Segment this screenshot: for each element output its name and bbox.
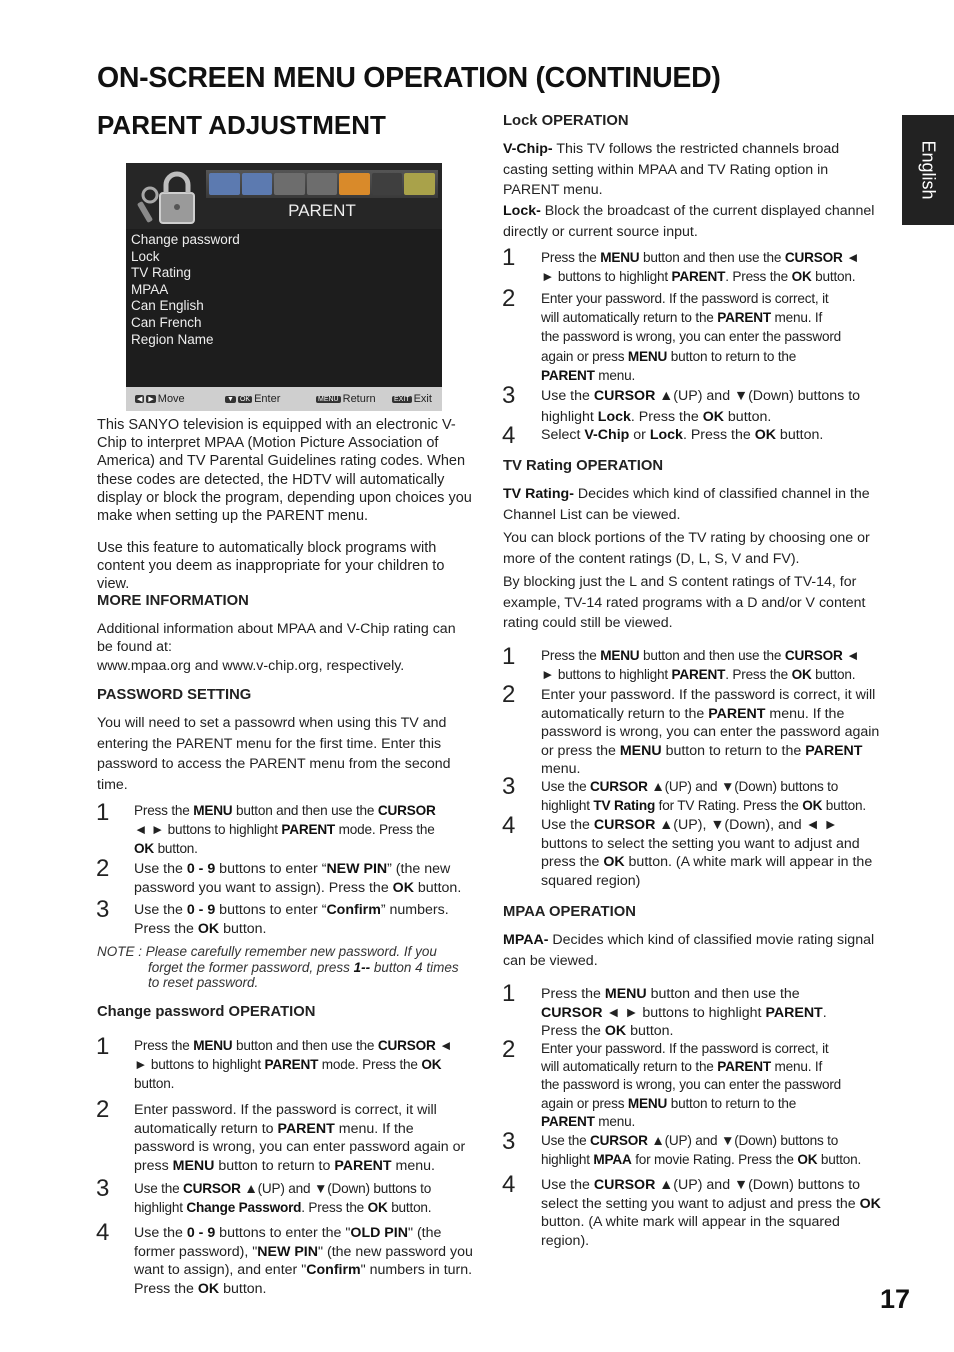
mpaa-desc: Decides which kind of classified movie rating signal can be viewed. [503,932,875,969]
down-arrow-icon: ▼ [227,396,234,403]
lk-step-1-number: 1 [502,244,516,271]
pw-step-3-text: Use the 0 - 9 buttons to enter “Confirm” numbers. Press the OK button. [134,902,449,937]
mp-step-3-number: 3 [502,1128,516,1155]
tr-step-1-number: 1 [502,643,516,670]
tr-step-2-text: Enter your password. If the password is correct, it will automatically return to the PARENT menu. If the password is wrong, you can enter the password again or press the MENU button to return to the PARENT menu. [541,687,880,777]
lk-step-4-text: Select V-Chip or Lock. Press the OK button. [541,427,824,443]
menu-items [131,232,240,348]
lock-heading: Lock OPERATION [503,113,629,129]
menu-item-can-english: Can English [131,298,204,314]
cp-step-4-number: 4 [96,1219,110,1246]
mp-step-4-text: Use the CURSOR ▲(UP) and ▼(Down) buttons to select the setting you want to adjust and press the OK button. (A white mark will appear in the squared region). [541,1177,881,1249]
mp-step-3-text: Use the CURSOR ▲(UP) and ▼(Down) buttons to highlight MPAA for movie Rating. Press the OK button. [541,1133,862,1168]
lock-lock-text [503,201,875,242]
mp-step-1-number: 1 [502,980,516,1007]
section-title: PARENT ADJUSTMENT [97,110,386,140]
mp-step-1-text: Press the MENU button and then use the CURSOR ◄ ► buttons to highlight PARENT. Press the OK button. [541,986,827,1039]
tv-rating-desc: Decides which kind of classified channel in the Channel List can be viewed. [503,486,870,523]
tv-rating-label: TV Rating- [503,486,574,502]
menu-footer [126,387,442,411]
cp-step-1-number: 1 [96,1033,110,1060]
menu-item-mpaa: MPAA [131,281,169,297]
menu-item-can-french: Can French [131,314,202,330]
footer-move [135,393,185,405]
mp-step-2-number: 2 [502,1036,516,1063]
parent-menu-screenshot [126,163,442,411]
tr-step-4-text: Use the CURSOR ▲(UP), ▼(Down), and ◄ ► buttons to select the setting you want to adjust and press the OK button. (A white mark will appear in the squared region) [541,817,873,889]
menu-topbar [126,163,442,229]
lk-step-1-text: Press the MENU button and then use the CURSOR ◄ ► buttons to highlight PARENT. Press the OK button. [541,250,860,285]
lk-step-2-number: 2 [502,285,516,312]
menu-item-change-password: Change password [131,232,240,247]
menu-item-region-name: Region Name [131,331,214,347]
lk-step-3-text: Use the CURSOR ▲(UP) and ▼(Down) buttons to highlight Lock. Press the OK button. [541,388,861,425]
more-info-heading: MORE INFORMATION [97,593,249,609]
audio-icon [274,173,305,195]
tv-rating-heading: TV Rating OPERATION [503,458,664,474]
lock-label: Lock- [503,203,541,219]
pw-step-1-number: 1 [96,799,110,826]
pw-step-1-text: Press the MENU button and then use the CURSOR ◄ ► buttons to highlight PARENT mode. Press the OK button. [134,803,436,857]
password-note [97,944,477,991]
cp-step-2-number: 2 [96,1096,110,1123]
tr-step-1-text: Press the MENU button and then use the CURSOR ◄ ► buttons to highlight PARENT. Press the OK button. [541,648,860,683]
right-arrow-icon: ▶ [148,396,154,403]
footer-return-label: Return [342,393,376,405]
mp-step-2-text: Enter your password. If the password is correct, it will automatically return to the PARENT menu. If the password is wrong, you can enter the password again or press MENU button to return to the PARENT menu. [541,1041,842,1129]
lk-step-2-text: Enter your password. If the password is correct, it will automatically return to the PARENT menu. If the password is wrong, you can enter the password again or press MENU button to return to the PARENT menu. [541,291,842,383]
left-arrow-icon: ◀ [137,396,143,403]
setup-icon [307,173,338,195]
footer-move-label: Move [157,393,185,405]
page-title: ON-SCREEN MENU OPERATION (CONTINUED) [97,62,721,94]
screen-icon [242,173,273,195]
password-heading: PASSWORD SETTING [97,687,252,703]
password-text: You will need to set a passowrd when using this TV and entering the PARENT menu for the first time. Enter this password to access the PARENT menu from the second time. [97,715,451,793]
tr-step-2-number: 2 [502,681,516,708]
menu-key-icon: MENU [318,396,339,403]
intro-paragraph-2: Use this feature to automatically block programs with content you deem as inappropriate for your children to view. [97,540,445,593]
vchip-label: V-Chip- [503,141,553,157]
menu-title: PARENT [288,201,356,220]
language-tab [902,115,954,225]
menu-category-icons [206,170,438,198]
lk-step-4-number: 4 [502,422,516,449]
menu-item-tv-rating: TV Rating [131,265,192,281]
vchip-desc: This TV follows the restricted channels broad casting setting within MPAA and TV Rating option in PARENT menu. [503,141,840,198]
note-line-2 [97,960,477,976]
cp-step-3-number: 3 [96,1175,110,1202]
pw-step-3-number: 3 [96,896,110,923]
mp-step-4-number: 4 [502,1171,516,1198]
pw-step-2-number: 2 [96,855,110,882]
lock-vchip-text [503,139,875,201]
exit-key-icon: EXIT [394,396,410,403]
footer-enter [225,393,280,405]
pw-step-2-text: Use the 0 - 9 buttons to enter “NEW PIN” (the new password you want to assign). Press the OK button. [134,861,462,896]
tr-step-3-text: Use the CURSOR ▲(UP) and ▼(Down) buttons to highlight TV Rating for TV Rating. Press the OK button. [541,779,866,814]
mpaa-label: MPAA- [503,932,549,948]
cp-step-4-text: Use the 0 - 9 buttons to enter the "OLD PIN" (the former password), "NEW PIN" (the new password you want to assign), and enter "Confirm" numbers in turn. Press the OK button. [134,1225,473,1297]
footer-return [316,393,376,405]
footer-exit-label: Exit [413,393,432,405]
more-info-urls: www.mpaa.org and www.v-chip.org, respectively. [97,658,405,674]
footer-exit [392,393,432,405]
lk-step-3-number: 3 [502,382,516,409]
mpaa-heading: MPAA OPERATION [503,904,636,920]
picture-icon [209,173,240,195]
note-key: 1-- [353,959,371,975]
more-info-text: Additional information about MPAA and V-Chip rating can be found at: [97,621,456,655]
menu-item-lock: Lock [131,248,160,264]
tv-rating-text-3: By blocking just the L and S content ratings of TV-14, for example, TV-14 rated programs with a D and/or V content rating could still be viewed. [503,574,866,631]
tr-step-4-number: 4 [502,812,516,839]
tv-rating-text-2: You can block portions of the TV rating by choosing one or more of the content ratings (D, L, S, V and FV). [503,530,870,567]
ok-key-icon: OK [239,396,251,403]
channel-icon [372,173,403,195]
footer-enter-label: Enter [254,393,281,405]
cp-step-2-text: Enter password. If the password is correct, it will automatically return to PARENT menu. If the password is wrong, you can enter password again or press MENU button to return to PARENT menu. [134,1102,466,1174]
note-line-3: to reset password. [148,975,259,990]
intro-paragraph-1: This SANYO television is equipped with an electronic V-Chip to interpret MPAA (Motion Picture Association of America) and TV Parental Guidelines rating codes. When these codes are detected, the HDTV will automatically display or block the program, depending upon choices you make when setting up the PARENT menu. [97,417,472,525]
cp-step-1-text: Press the MENU button and then use the CURSOR ◄ ► buttons to highlight PARENT mode. Press the OK button. [134,1038,453,1092]
cp-step-3-text: Use the CURSOR ▲(UP) and ▼(Down) buttons to highlight Change Password. Press the OK button. [134,1181,432,1216]
tv-rating-text-1 [503,484,875,525]
note-text-b: button 4 times [370,959,459,975]
language-tab-label: English [918,140,939,200]
tr-step-3-number: 3 [502,773,516,800]
note-text-a: forget the former password, press [148,959,354,975]
option-icon [404,173,435,195]
change-password-heading: Change password OPERATION [97,1004,316,1020]
padlock-icon [136,171,198,225]
mpaa-text [503,930,875,972]
lock-desc: Block the broadcast of the current displayed channel directly or current source input. [503,203,875,240]
note-line-1: NOTE : Please carefully remember new password. If you [97,944,437,959]
page-number: 17 [880,1284,911,1314]
parent-icon [339,173,370,195]
